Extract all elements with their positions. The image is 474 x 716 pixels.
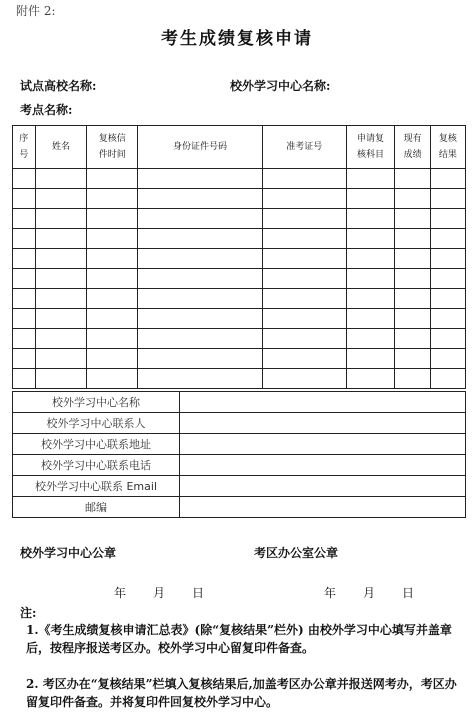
table-cell[interactable] — [35, 249, 87, 269]
table-row — [13, 289, 466, 309]
table-cell[interactable] — [13, 249, 36, 269]
table-cell[interactable] — [87, 269, 138, 289]
info-value-cell[interactable] — [180, 455, 466, 476]
table-row — [13, 229, 466, 249]
table-cell[interactable] — [35, 209, 87, 229]
info-row — [13, 392, 466, 413]
column-header-text: 现有 — [403, 134, 422, 144]
table-cell[interactable] — [35, 269, 87, 289]
table-cell[interactable] — [430, 289, 465, 309]
table-cell[interactable] — [35, 169, 87, 189]
table-cell[interactable] — [13, 289, 36, 309]
info-value-cell[interactable] — [180, 476, 466, 497]
date-left: 年 月 日 — [114, 586, 206, 600]
column-header — [430, 126, 465, 169]
table-cell[interactable] — [13, 269, 36, 289]
info-label: 校外学习中心联系人 — [13, 413, 180, 434]
table-cell[interactable] — [13, 209, 36, 229]
table-cell[interactable] — [430, 369, 465, 389]
table-cell[interactable] — [262, 249, 346, 269]
table-cell[interactable] — [262, 169, 346, 189]
table-cell[interactable] — [138, 269, 263, 289]
table-cell[interactable] — [395, 349, 430, 369]
info-row — [13, 497, 466, 518]
column-header-text: 成绩 — [403, 150, 422, 160]
table-cell[interactable] — [430, 269, 465, 289]
table-cell[interactable] — [262, 289, 346, 309]
table-cell[interactable] — [262, 309, 346, 329]
info-value-cell[interactable] — [180, 434, 466, 455]
table-cell[interactable] — [35, 189, 87, 209]
table-cell[interactable] — [395, 369, 430, 389]
attachment-label: 附件 2: — [16, 4, 56, 18]
table-cell[interactable] — [87, 329, 138, 349]
column-header-text: 复核 — [438, 134, 457, 144]
table-cell[interactable] — [138, 169, 263, 189]
info-row — [13, 413, 466, 434]
table-cell[interactable] — [13, 189, 36, 209]
table-cell[interactable] — [430, 349, 465, 369]
table-cell[interactable] — [13, 169, 36, 189]
table-cell[interactable] — [395, 189, 430, 209]
table-row — [13, 249, 466, 269]
learning-center-label: 校外学习中心名称: — [230, 79, 331, 93]
learning-center-seal-label: 校外学习中心公章 — [20, 546, 117, 560]
table-cell[interactable] — [262, 189, 346, 209]
column-header-text: 姓名 — [52, 142, 71, 152]
column-header-text: 件时间 — [98, 150, 126, 160]
table-cell[interactable] — [395, 169, 430, 189]
table-cell[interactable] — [430, 249, 465, 269]
table-cell[interactable] — [87, 189, 138, 209]
table-cell[interactable] — [346, 189, 395, 209]
info-row — [13, 476, 466, 497]
table-header-row — [13, 126, 466, 169]
table-cell[interactable] — [138, 369, 263, 389]
table-row — [13, 269, 466, 289]
table-cell[interactable] — [430, 229, 465, 249]
table-cell[interactable] — [87, 289, 138, 309]
table-cell[interactable] — [430, 309, 465, 329]
column-header-text: 序 — [19, 134, 29, 144]
table-row — [13, 349, 466, 369]
note-item-2: 2. 考区办在“复核结果”栏填入复核结果后,加盖考区办公章并报送网考办，考区办留复印件备查。并将复印件回复校外学习中心。 — [26, 677, 457, 709]
table-cell[interactable] — [395, 209, 430, 229]
table-row — [13, 309, 466, 329]
table-cell[interactable] — [138, 289, 263, 309]
table-cell[interactable] — [430, 189, 465, 209]
table-cell[interactable] — [346, 229, 395, 249]
table-cell[interactable] — [87, 169, 138, 189]
table-cell[interactable] — [138, 209, 263, 229]
table-cell[interactable] — [13, 229, 36, 249]
pilot-school-label: 试点高校名称: — [20, 79, 97, 93]
table-cell[interactable] — [346, 309, 395, 329]
review-application-table — [12, 125, 466, 389]
notes-heading: 注: — [20, 606, 37, 620]
table-cell[interactable] — [395, 289, 430, 309]
column-header-text: 结果 — [438, 150, 457, 160]
learning-center-info-table — [12, 391, 466, 518]
table-cell[interactable] — [138, 349, 263, 369]
table-cell[interactable] — [138, 329, 263, 349]
info-label: 校外学习中心联系电话 — [13, 455, 180, 476]
info-label: 邮编 — [13, 497, 180, 518]
table-cell[interactable] — [35, 369, 87, 389]
table-cell[interactable] — [430, 169, 465, 189]
column-header-text: 申请复 — [357, 134, 385, 144]
table-cell[interactable] — [346, 269, 395, 289]
table-cell[interactable] — [346, 169, 395, 189]
table-cell[interactable] — [138, 189, 263, 209]
table-cell[interactable] — [346, 209, 395, 229]
table-cell[interactable] — [35, 329, 87, 349]
table-cell[interactable] — [262, 209, 346, 229]
table-cell[interactable] — [35, 289, 87, 309]
table-cell[interactable] — [138, 249, 263, 269]
table-cell[interactable] — [262, 229, 346, 249]
table-cell[interactable] — [395, 249, 430, 269]
column-header — [13, 126, 36, 169]
table-cell[interactable] — [395, 269, 430, 289]
info-label: 校外学习中心联系 Email — [13, 476, 180, 497]
table-cell[interactable] — [262, 349, 346, 369]
table-cell[interactable] — [138, 309, 263, 329]
info-row — [13, 434, 466, 455]
column-header — [35, 126, 87, 169]
column-header-text: 核科目 — [357, 150, 385, 160]
table-cell[interactable] — [395, 309, 430, 329]
table-row — [13, 189, 466, 209]
table-cell[interactable] — [13, 349, 36, 369]
table-cell[interactable] — [262, 269, 346, 289]
table-cell[interactable] — [430, 209, 465, 229]
table-row — [13, 329, 466, 349]
column-header-text: 复核信 — [98, 134, 126, 144]
table-cell[interactable] — [13, 329, 36, 349]
table-cell[interactable] — [35, 309, 87, 329]
table-cell[interactable] — [87, 209, 138, 229]
column-header — [138, 126, 263, 169]
table-row — [13, 209, 466, 229]
table-cell[interactable] — [346, 349, 395, 369]
table-cell[interactable] — [87, 369, 138, 389]
table-cell[interactable] — [262, 369, 346, 389]
column-header — [87, 126, 138, 169]
exam-site-label: 考点名称: — [20, 103, 73, 117]
info-value-cell[interactable] — [180, 392, 466, 413]
exam-district-seal-label: 考区办公室公章 — [254, 546, 339, 560]
table-cell[interactable] — [87, 249, 138, 269]
table-cell[interactable] — [138, 229, 263, 249]
table-cell[interactable] — [346, 289, 395, 309]
page-title: 考生成绩复核申请 — [161, 29, 313, 49]
table-cell[interactable] — [430, 329, 465, 349]
table-row — [13, 169, 466, 189]
table-cell[interactable] — [35, 349, 87, 369]
table-cell[interactable] — [13, 309, 36, 329]
table-cell[interactable] — [35, 229, 87, 249]
table-cell[interactable] — [87, 309, 138, 329]
table-row — [13, 369, 466, 389]
table-cell[interactable] — [87, 229, 138, 249]
column-header-text: 号 — [19, 150, 29, 160]
column-header-text: 身份证件号码 — [172, 142, 227, 152]
table-cell[interactable] — [346, 249, 395, 269]
date-right: 年 月 日 — [324, 586, 416, 600]
table-cell[interactable] — [87, 349, 138, 369]
table-cell[interactable] — [262, 329, 346, 349]
info-value-cell[interactable] — [180, 497, 466, 518]
column-header-text: 准考证号 — [286, 142, 323, 152]
column-header — [346, 126, 395, 169]
column-header — [395, 126, 430, 169]
table-cell[interactable] — [395, 329, 430, 349]
info-value-cell[interactable] — [180, 413, 466, 434]
info-row — [13, 455, 466, 476]
note-item-1: 1.《考生成绩复核申请汇总表》(除“复核结果”栏外) 由校外学习中心填写并盖章后，按程序报送考区办。校外学习中心留复印件备查。 — [26, 623, 452, 655]
column-header — [262, 126, 346, 169]
info-label: 校外学习中心名称 — [13, 392, 180, 413]
table-cell[interactable] — [346, 369, 395, 389]
info-label: 校外学习中心联系地址 — [13, 434, 180, 455]
table-cell[interactable] — [346, 329, 395, 349]
table-cell[interactable] — [395, 229, 430, 249]
table-cell[interactable] — [13, 369, 36, 389]
